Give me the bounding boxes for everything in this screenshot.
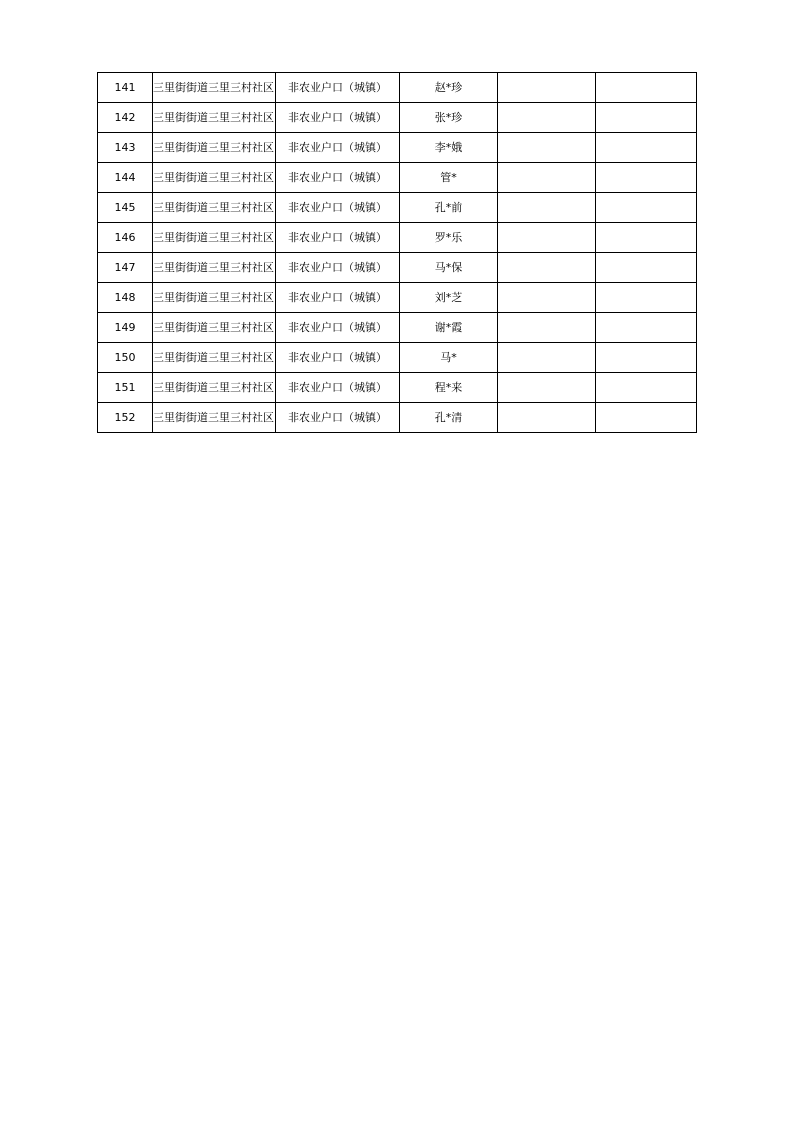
row-number-cell: 151	[98, 373, 153, 403]
name-cell: 孔*清	[400, 403, 498, 433]
household-type-cell: 非农业户口（城镇）	[276, 283, 400, 313]
table-row	[98, 283, 697, 313]
household-type-cell: 非农业户口（城镇）	[276, 403, 400, 433]
name-cell: 李*娥	[400, 133, 498, 163]
table-row	[98, 223, 697, 253]
empty-cell	[498, 163, 596, 193]
roster-table	[97, 72, 697, 433]
row-number-cell: 141	[98, 73, 153, 103]
empty-cell	[498, 253, 596, 283]
address-cell: 三里街街道三里三村社区	[153, 163, 276, 193]
row-number-cell: 150	[98, 343, 153, 373]
empty-cell	[498, 103, 596, 133]
table-row	[98, 193, 697, 223]
address-cell: 三里街街道三里三村社区	[153, 73, 276, 103]
address-cell: 三里街街道三里三村社区	[153, 403, 276, 433]
address-cell: 三里街街道三里三村社区	[153, 313, 276, 343]
address-cell: 三里街街道三里三村社区	[153, 193, 276, 223]
household-type-cell: 非农业户口（城镇）	[276, 133, 400, 163]
name-cell: 张*珍	[400, 103, 498, 133]
empty-cell	[596, 103, 697, 133]
table-row	[98, 253, 697, 283]
address-cell: 三里街街道三里三村社区	[153, 223, 276, 253]
table-row	[98, 373, 697, 403]
empty-cell	[498, 193, 596, 223]
empty-cell	[596, 223, 697, 253]
empty-cell	[498, 283, 596, 313]
roster-table-body	[98, 73, 697, 433]
row-number-cell: 146	[98, 223, 153, 253]
empty-cell	[498, 223, 596, 253]
empty-cell	[596, 283, 697, 313]
household-type-cell: 非农业户口（城镇）	[276, 163, 400, 193]
name-cell: 罗*乐	[400, 223, 498, 253]
empty-cell	[596, 403, 697, 433]
name-cell: 程*来	[400, 373, 498, 403]
address-cell: 三里街街道三里三村社区	[153, 373, 276, 403]
empty-cell	[498, 373, 596, 403]
row-number-cell: 147	[98, 253, 153, 283]
row-number-cell: 142	[98, 103, 153, 133]
empty-cell	[498, 343, 596, 373]
row-number-cell: 152	[98, 403, 153, 433]
name-cell: 马*保	[400, 253, 498, 283]
empty-cell	[498, 313, 596, 343]
name-cell: 赵*珍	[400, 73, 498, 103]
address-cell: 三里街街道三里三村社区	[153, 103, 276, 133]
empty-cell	[498, 73, 596, 103]
household-type-cell: 非农业户口（城镇）	[276, 193, 400, 223]
name-cell: 管*	[400, 163, 498, 193]
table-row	[98, 163, 697, 193]
table-row	[98, 403, 697, 433]
household-type-cell: 非农业户口（城镇）	[276, 73, 400, 103]
empty-cell	[596, 193, 697, 223]
household-type-cell: 非农业户口（城镇）	[276, 223, 400, 253]
household-type-cell: 非农业户口（城镇）	[276, 253, 400, 283]
empty-cell	[596, 373, 697, 403]
household-type-cell: 非农业户口（城镇）	[276, 313, 400, 343]
table-row	[98, 73, 697, 103]
table-row	[98, 313, 697, 343]
name-cell: 马*	[400, 343, 498, 373]
address-cell: 三里街街道三里三村社区	[153, 253, 276, 283]
row-number-cell: 148	[98, 283, 153, 313]
empty-cell	[596, 133, 697, 163]
empty-cell	[596, 163, 697, 193]
name-cell: 刘*芝	[400, 283, 498, 313]
address-cell: 三里街街道三里三村社区	[153, 133, 276, 163]
table-row	[98, 133, 697, 163]
empty-cell	[498, 133, 596, 163]
row-number-cell: 144	[98, 163, 153, 193]
empty-cell	[596, 313, 697, 343]
table-row	[98, 343, 697, 373]
table-row	[98, 103, 697, 133]
empty-cell	[596, 253, 697, 283]
row-number-cell: 143	[98, 133, 153, 163]
row-number-cell: 149	[98, 313, 153, 343]
empty-cell	[596, 343, 697, 373]
name-cell: 谢*霞	[400, 313, 498, 343]
row-number-cell: 145	[98, 193, 153, 223]
address-cell: 三里街街道三里三村社区	[153, 283, 276, 313]
household-type-cell: 非农业户口（城镇）	[276, 343, 400, 373]
empty-cell	[498, 403, 596, 433]
household-type-cell: 非农业户口（城镇）	[276, 373, 400, 403]
name-cell: 孔*前	[400, 193, 498, 223]
household-type-cell: 非农业户口（城镇）	[276, 103, 400, 133]
address-cell: 三里街街道三里三村社区	[153, 343, 276, 373]
empty-cell	[596, 73, 697, 103]
